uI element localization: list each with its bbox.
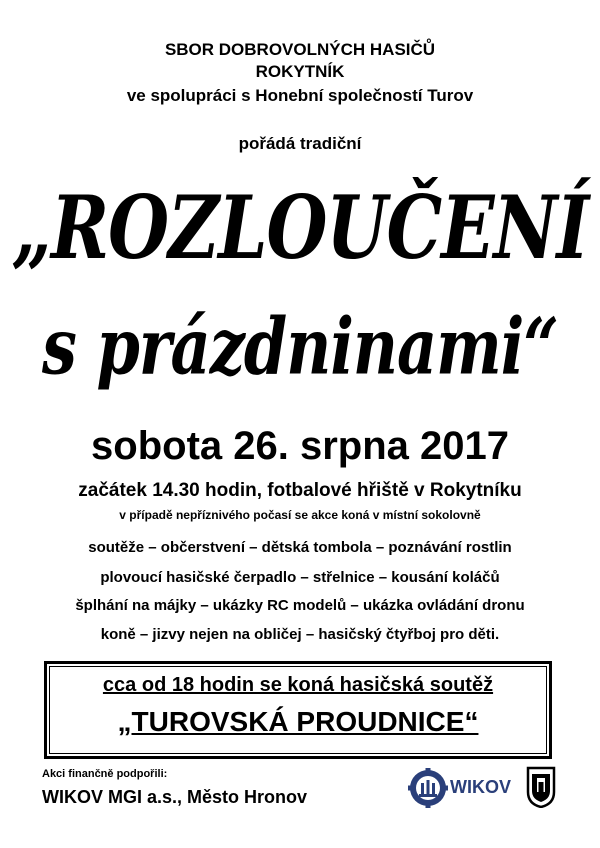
- competition-title: [47, 706, 549, 738]
- cooperation-line: ve spolupráci s Honební společností Turov: [126, 86, 474, 105]
- activity-line: plovoucí hasičské čerpadlo – střelnice – kousání koláčů: [100, 569, 500, 586]
- competition-title-text: „TUROVSKÁ PROUDNICE“: [117, 706, 479, 737]
- sponsors-label: Akci finančně podpořili:: [42, 768, 168, 780]
- activity-line: koně – jizvy nejen na obličej – hasičský čtyřboj pro děti.: [100, 626, 500, 643]
- activity-line: soutěže – občerstvení – dětská tombola – poznávání rostlin: [88, 539, 512, 556]
- wikov-logo-text: WIKOV: [450, 777, 511, 797]
- competition-time: cca od 18 hodin se koná hasičská soutěž: [102, 674, 494, 696]
- event-start: začátek 14.30 hodin, fotbalové hřiště v Rokytníku: [78, 480, 522, 501]
- organizer-town: ROKYTNÍK: [255, 62, 345, 81]
- town-crest-icon: [526, 766, 556, 808]
- event-date: sobota 26. srpna 2017: [91, 424, 509, 468]
- competition-box: [44, 661, 552, 759]
- gear-logo-icon: [408, 768, 448, 808]
- presents-line: pořádá tradiční: [238, 134, 362, 153]
- sponsors-names: WIKOV MGI a.s., Město Hronov: [42, 787, 308, 807]
- competition-announcement: [47, 674, 549, 697]
- headline-subtitle: s prázdninami“: [42, 300, 558, 393]
- headline-title: „ROZLOUČENÍ: [11, 175, 589, 280]
- activity-line: šplhání na májky – ukázky RC modelů – ukázka ovládání dronu: [75, 597, 525, 614]
- rain-note: v případě nepříznivého počasí se akce koná v místní sokolovně: [119, 508, 481, 522]
- organizer-name: SBOR DOBROVOLNÝCH HASIČŮ: [164, 40, 436, 59]
